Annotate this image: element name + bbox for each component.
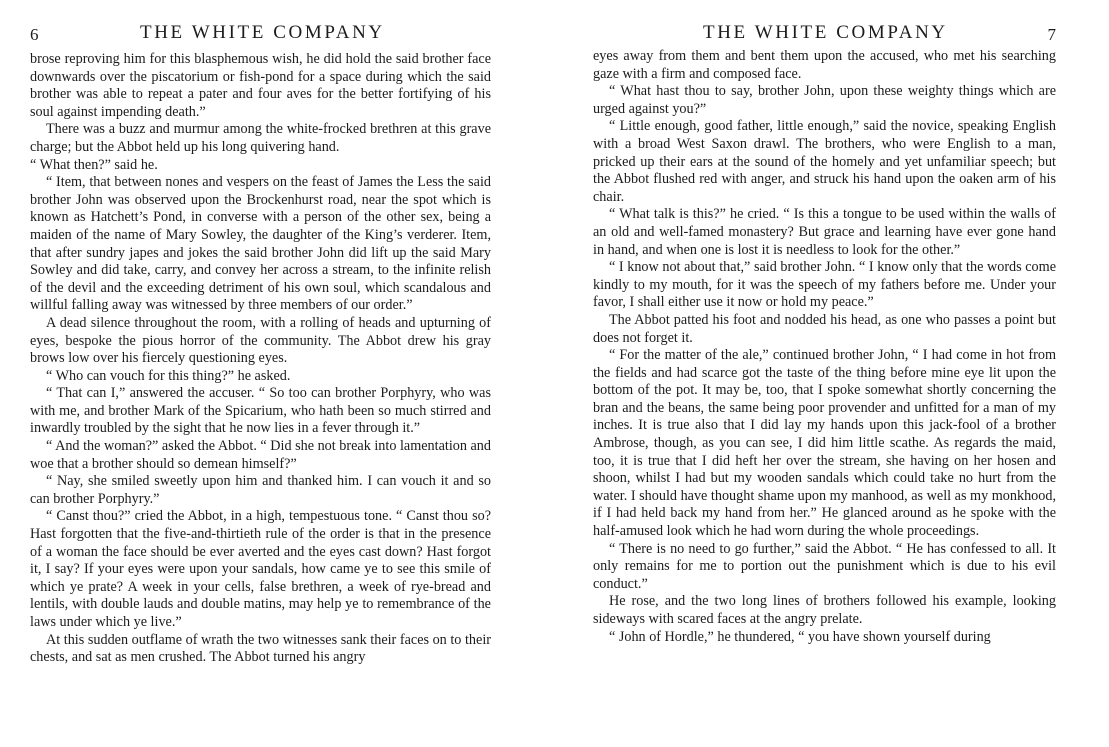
paragraph: “ Item, that between nones and vespers on the feast of James the Less the said brother John was observed upon the Brockenhurst road, near the spot which is known as Hatchett’s Pond, in converse with a person of the other sex, being a maiden of the name of Mary Sowley, the daughter of the King’s verderer. Item, that after sundry japes and jokes the said brother John did lift up the said Mary Sowley and did take, carry, and convey her across a stream, to the infinite relish of the devil and the exceeding detriment of his own soul, which scandalous and willful falling away was witnessed by three members of our order.” (30, 174, 491, 314)
paragraph: “ And the woman?” asked the Abbot. “ Did she not break into lamentation and woe that a brother should so demean himself?” (30, 438, 491, 472)
paragraph: “ There is no need to go further,” said the Abbot. “ He has confessed to all. It only remains for me to portion out the punishment which is due to his evil conduct.” (593, 540, 1056, 592)
paragraph: “ For the matter of the ale,” continued brother John, “ I had come in hot from the fields and had scarce got the taste of the thing before mine eye lit upon the bottom of the pot. It may be, too, that I spoke somewhat shortly concerning the bran and the beans, the same being poor provender and unfitted for a man of my inches. It is true also that I did lay my hands upon this jack-fool of a brother Ambrose, though, as you can see, I did him little scathe. As regards the maid, too, it is true that I did heft her over the stream, she having on her hosen and shoon, whilst I had but my wooden sandals which could take no hurt from the water. I should have thought shame upon my manhood, as well as my monkhood, if I had held back my hand from her.” He glanced around as he spoke with the half-amused look which he had worn during the whole proceedings. (593, 347, 1056, 540)
paragraph: “ What then?” said he. (30, 156, 158, 173)
page-number: 7 (1047, 25, 1056, 44)
body-text (30, 51, 491, 667)
page-number: 6 (30, 25, 39, 44)
paragraph: “ Nay, she smiled sweetly upon him and thanked him. I can vouch it and so can brother Porphyry.” (30, 473, 491, 507)
paragraph: “ What hast thou to say, brother John, upon these weighty things which are urged against you?” (593, 83, 1056, 117)
paragraph: At this sudden outflame of wrath the two witnesses sank their faces on to their chests, and sat as men crushed. The Abbot turned his angry (30, 631, 491, 666)
paragraph: “ Who can vouch for this thing?” he asked. (46, 367, 291, 384)
paragraph: He rose, and the two long lines of brothers followed his example, looking sideways with scared faces at the angry prelate. (593, 593, 1056, 627)
paragraph: brose reproving him for this blasphemous wish, he did hold the said brother face downwards over the piscatorium or fish-pond for a space during which the said brother was able to repeat a pater and four aves for the better fortifying of his soul against impending death.” (30, 51, 491, 120)
paragraph: A dead silence throughout the room, with a rolling of heads and upturning of eyes, bespoke the pious horror of the community. The Abbot drew his gray brows low over his fiercely questioning eyes. (30, 314, 491, 367)
paragraph: There was a buzz and murmur among the white-frocked brethren at this grave charge; but the Abbot held up his long quivering hand. (30, 121, 491, 155)
paragraph: eyes away from them and bent them upon the accused, who met his searching gaze with a firm and composed face. (593, 48, 1056, 82)
running-head (30, 18, 491, 48)
paragraph: The Abbot patted his foot and nodded his head, as one who passes a point but does not forget it. (593, 311, 1056, 346)
paragraph: “ That can I,” answered the accuser. “ So too can brother Porphyry, who was with me, and brother Mark of the Spicarium, who hath been so much stirred and inwardly troubled by the sight that he now lies in a fever through it.” (30, 385, 491, 437)
book-title: THE WHITE COMPANY (703, 22, 948, 43)
paragraph: “ Little enough, good father, little enough,” said the novice, speaking English with a broad West Saxon drawl. The brothers, who were English to a man, pricked up their ears at the sound of the homely and yet unfamiliar speech; but the Abbot flushed red with anger, and struck his hand upon the oaken arm of his chair. (593, 118, 1056, 205)
book-title: THE WHITE COMPANY (140, 22, 385, 43)
body-text (593, 48, 1056, 646)
paragraph: “ What talk is this?” he cried. “ Is this a tongue to be used within the walls of an old and well-famed monastery? But grace and learning have ever gone hand in hand, and when one is lost it is needless to look for the other.” (593, 206, 1056, 258)
paragraph: “ John of Hordle,” he thundered, “ you have shown yourself during (609, 628, 991, 645)
paragraph: “ Canst thou?” cried the Abbot, in a high, tempestuous tone. “ Canst thou so? Hast forgotten that the five-and-thirtieth rule of the order is that in the presence of a woman the face should be ever averted and the eyes cast down? Hast forgot it, I say? If your eyes were upon your sandals, how came ye to see this smile of which ye prate? A week in your cells, false brethren, a week of rye-bread and lentils, with double lauds and double matins, may help ye to remembrance of the laws under which ye live.” (30, 508, 491, 630)
left-page (30, 0, 491, 747)
paragraph: “ I know not about that,” said brother John. “ I know only that the words come kindly to my mouth, for it was the speech of my fathers before me. Under your favor, I shall either use it now or hold my peace.” (593, 259, 1056, 311)
running-head (593, 18, 1056, 48)
right-page (593, 0, 1056, 747)
